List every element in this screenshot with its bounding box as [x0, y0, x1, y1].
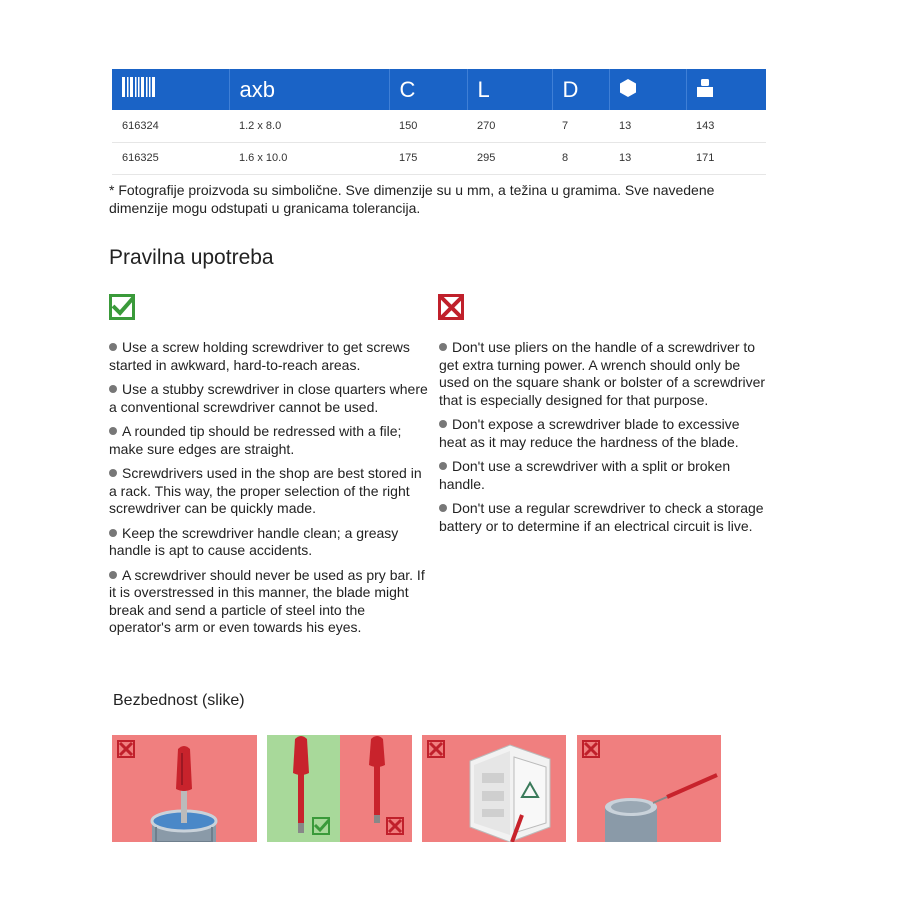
barcode-header [112, 69, 229, 110]
cell-d: 8 [552, 142, 609, 174]
cell-axb: 1.6 x 10.0 [229, 142, 389, 174]
cell-axb: 1.2 x 8.0 [229, 110, 389, 142]
list-item: Use a screw holding screwdriver to get screws started in awkward, hard-to-reach areas. [109, 339, 410, 373]
list-item: Don't use a regular screwdriver to check a storage battery or to determine if an electrical circuit is live. [439, 500, 764, 534]
cell-hex: 13 [609, 142, 686, 174]
dimensions-note: * Fotografije proizvoda su simbolične. Sve dimenzije su u mm, a težina u gramima. Sve navedene dimenzije mogu odstupati u granicama tolerancija. [109, 182, 715, 216]
bullet-icon [439, 343, 447, 351]
cell-code: 616324 [112, 110, 229, 142]
bullet-icon [109, 469, 117, 477]
safety-image-tip-compare [267, 735, 412, 842]
paint-can-illustration [112, 735, 257, 842]
check-icon [109, 294, 135, 320]
weight-icon [697, 79, 713, 97]
safety-title: Bezbednost (slike) [113, 692, 245, 709]
list-item: Don't use a screwdriver with a split or broken handle. [439, 458, 731, 492]
cell-code: 616325 [112, 142, 229, 174]
cell-hex: 13 [609, 110, 686, 142]
cell-d: 7 [552, 110, 609, 142]
dont-list [439, 339, 769, 542]
usage-title: Pravilna upotreba [109, 246, 274, 269]
list-item: A screwdriver should never be used as pry bar. If it is overstressed in this manner, the blade might break and send a particle of steel into the operator's arm or even towards his eyes. [109, 566, 425, 635]
cell-c: 150 [389, 110, 467, 142]
cell-weight: 143 [686, 110, 766, 142]
bullet-icon [109, 529, 117, 537]
cell-weight: 171 [686, 142, 766, 174]
do-list [109, 339, 429, 644]
hex-header [609, 69, 686, 110]
spec-table [112, 69, 766, 175]
col-header-d: D [552, 69, 609, 110]
tip-compare-illustration [267, 735, 412, 842]
safety-image-paint-can [112, 735, 257, 842]
cell-c: 175 [389, 142, 467, 174]
col-header-l: L [467, 69, 552, 110]
hex-icon [620, 79, 636, 97]
list-item: Don't expose a screwdriver blade to excessive heat as it may reduce the hardness of the blade. [439, 416, 740, 450]
safety-image-can-lid [577, 735, 721, 842]
bullet-icon [439, 420, 447, 428]
list-item: Keep the screwdriver handle clean; a greasy handle is apt to cause accidents. [109, 524, 399, 558]
list-item: Use a stubby screwdriver in close quarters where a conventional screwdriver cannot be used. [109, 381, 428, 415]
list-item: Screwdrivers used in the shop are best stored in a rack. This way, the proper selection of the right screwdriver can be quickly made. [109, 465, 422, 516]
can-lid-illustration [577, 735, 721, 842]
col-header-axb: axb [229, 69, 389, 110]
col-header-c: C [389, 69, 467, 110]
list-item: Don't use pliers on the handle of a screwdriver to get extra turning power. A wrench should only be used on the square shank or bolster of a screwdriver that is especially designed for that purpose. [439, 339, 766, 408]
table-row [112, 110, 766, 142]
safety-image-electrical-box [422, 735, 566, 842]
bullet-icon [109, 571, 117, 579]
weight-header [686, 69, 766, 110]
cell-l: 295 [467, 142, 552, 174]
bullet-icon [109, 343, 117, 351]
electrical-box-illustration [422, 735, 566, 842]
cross-icon [438, 294, 464, 320]
cell-l: 270 [467, 110, 552, 142]
bullet-icon [109, 385, 117, 393]
bullet-icon [439, 462, 447, 470]
table-row [112, 142, 766, 174]
bullet-icon [439, 504, 447, 512]
table-header-row [112, 69, 766, 110]
list-item: A rounded tip should be redressed with a file; make sure edges are straight. [109, 423, 402, 457]
barcode-icon [122, 77, 156, 97]
bullet-icon [109, 427, 117, 435]
